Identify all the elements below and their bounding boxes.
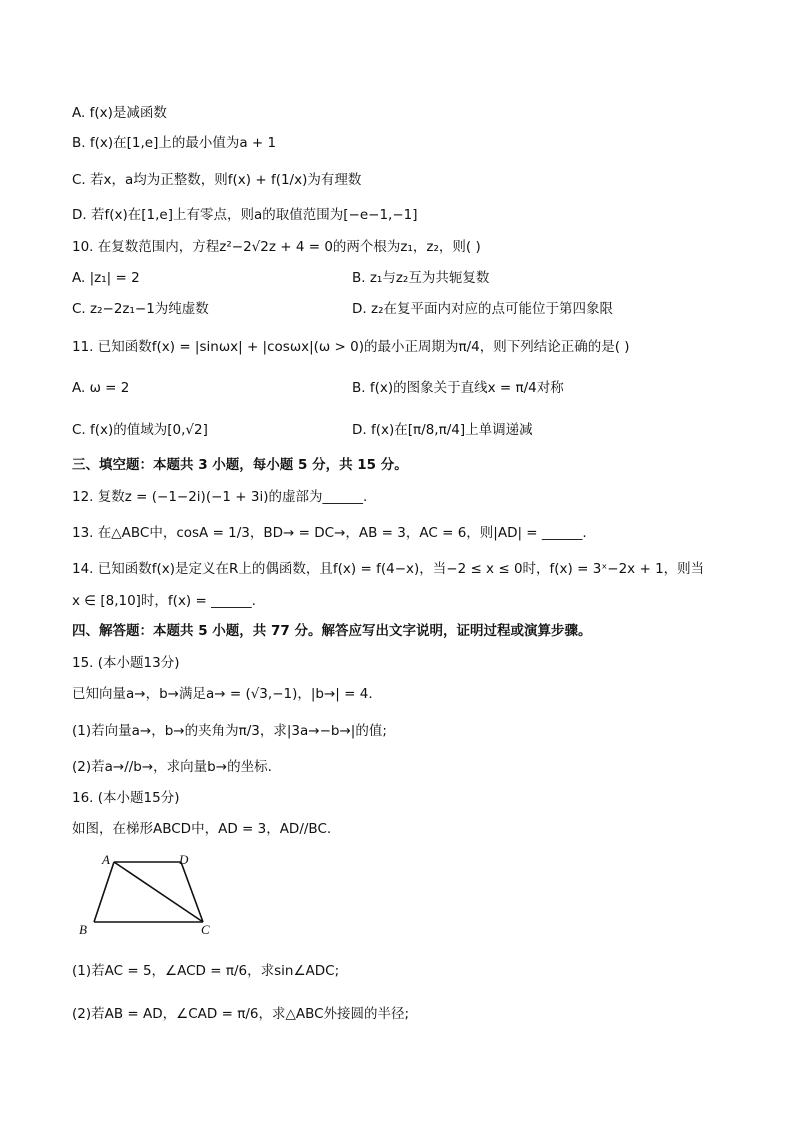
q14-line-1: 14. 已知函数f(x)是定义在R上的偶函数，且f(x) = f(4−x)，当−2 ≤ x ≤ 0时，f(x) = 3ˣ−2x + 1，则当 [72, 561, 705, 577]
q9-option-c: C. 若x，a均为正整数，则f(x) + f(1/x)为有理数 [72, 172, 362, 188]
vertex-label-b: B [79, 922, 87, 937]
trapezoid-figure [78, 852, 218, 940]
vertex-label-a: A [102, 852, 110, 867]
q10-option-b: B. z₁与z₂互为共轭复数 [352, 270, 490, 286]
q11-option-c: C. f(x)的值域为[0,√2] [72, 422, 208, 438]
edge-ab [94, 862, 114, 922]
q9-option-a: A. f(x)是减函数 [72, 105, 167, 121]
section-3-heading: 三、填空题：本题共 3 小题，每小题 5 分，共 15 分。 [72, 457, 408, 473]
diagonal-ac [114, 862, 203, 922]
q10-option-a: A. |z₁| = 2 [72, 270, 140, 286]
q10-option-c: C. z₂−2z₁−1为纯虚数 [72, 301, 209, 317]
q16-heading: 16. (本小题15分) [72, 790, 180, 806]
q10-option-d: D. z₂在复平面内对应的点可能位于第四象限 [352, 301, 613, 317]
edge-dc [181, 862, 203, 922]
q15-part-2: (2)若a→//b→，求向量b→的坐标. [72, 759, 272, 775]
q15-part-1: (1)若向量a→，b→的夹角为π/3，求|3a→−b→|的值; [72, 723, 387, 739]
q15-given: 已知向量a→，b→满足a→ = (√3,−1)，|b→| = 4. [72, 686, 373, 702]
q11-option-a: A. ω = 2 [72, 380, 130, 396]
q11-option-d: D. f(x)在[π/8,π/4]上单调递减 [352, 422, 533, 438]
q14-line-2: x ∈ [8,10]时，f(x) = ______. [72, 593, 256, 609]
q15-heading: 15. (本小题13分) [72, 655, 180, 671]
vertex-label-d: D [179, 852, 189, 867]
q12-text: 12. 复数z = (−1−2i)(−1 + 3i)的虚部为______. [72, 489, 368, 505]
vertex-label-c: C [201, 922, 210, 937]
q9-option-b: B. f(x)在[1,e]上的最小值为a + 1 [72, 135, 277, 151]
q16-part-1: (1)若AC = 5，∠ACD = π/6，求sin∠ADC; [72, 963, 340, 979]
q13-text: 13. 在△ABC中，cosA = 1/3，BD→ = DC→，AB = 3，AC = 6，则|AD| = ______. [72, 525, 587, 541]
q11-option-b: B. f(x)的图象关于直线x = π/4对称 [352, 380, 564, 396]
q9-option-d: D. 若f(x)在[1,e]上有零点，则a的取值范围为[−e−1,−1] [72, 207, 418, 223]
q16-part-2: (2)若AB = AD，∠CAD = π/6，求△ABC外接圆的半径; [72, 1006, 410, 1022]
section-4-heading: 四、解答题：本题共 5 小题，共 77 分。解答应写出文字说明，证明过程或演算步骤。 [72, 623, 592, 639]
q16-given: 如图，在梯形ABCD中，AD = 3，AD//BC. [72, 821, 332, 837]
q11-stem: 11. 已知函数f(x) = |sinωx| + |cosωx|(ω > 0)的最小正周期为π/4，则下列结论正确的是( ) [72, 339, 630, 355]
q10-stem: 10. 在复数范围内，方程z²−2√2z + 4 = 0的两个根为z₁，z₂，则( ) [72, 239, 481, 255]
